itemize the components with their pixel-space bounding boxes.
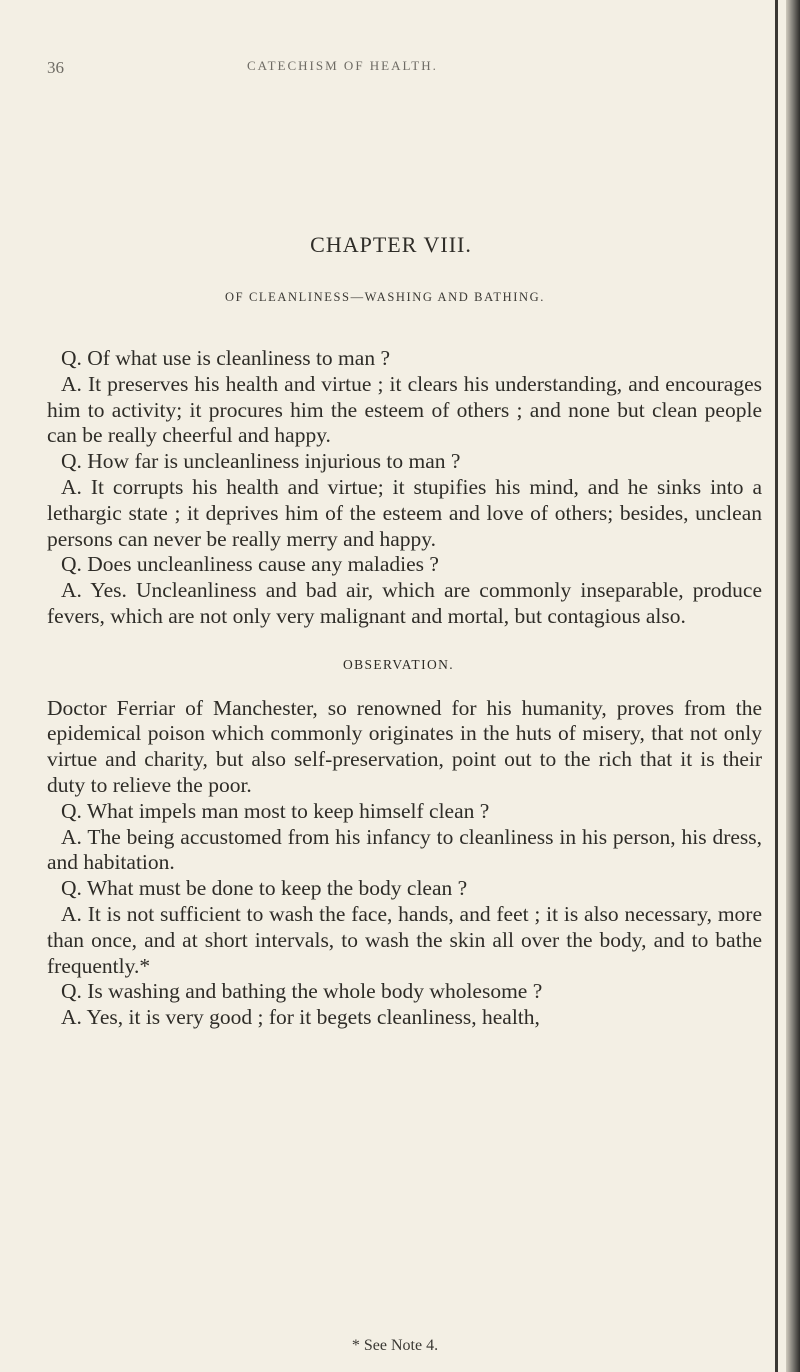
question-paragraph: Q. How far is uncleanliness injurious to man ? bbox=[61, 449, 461, 474]
chapter-heading: CHAPTER VIII. bbox=[310, 232, 472, 257]
page-edge-shadow bbox=[786, 0, 800, 1372]
answer-paragraph: A. It corrupts his health and virtue; it stupifies his mind, and he sinks into a lethargic state ; it deprives him of the esteem and love of others; besides, unclean persons can never be really merry and happy. bbox=[47, 474, 762, 551]
question-paragraph: Q. Of what use is cleanliness to man ? bbox=[61, 346, 390, 370]
observation-heading: OBSERVATION. bbox=[342, 656, 455, 672]
answer-paragraph: A. It preserves his health and virtue ; it clears his understanding, and encourages him to activity; it procures him the esteem of others ; and none but clean people can be really cheerful and happy. bbox=[47, 371, 762, 448]
page-binding-line bbox=[775, 0, 778, 1372]
answer-paragraph: A. Yes. Uncleanliness and bad air, which are commonly inseparable, produce fevers, which are not only very malignant and mortal, but contagious also. bbox=[47, 578, 762, 628]
answer-paragraph: A. Yes, it is very good ; for it begets cleanliness, health, bbox=[61, 1005, 540, 1030]
footnote: * See Note 4. bbox=[351, 1337, 439, 1354]
answer-paragraph: A. It is not sufficient to wash the face, hands, and feet ; it is also necessary, more than once, and at short intervals, to wash the skin all over the body, and to bathe frequently.* bbox=[47, 901, 762, 978]
running-title: CATECHISM OF HEALTH. bbox=[247, 58, 438, 73]
answer-paragraph: A. The being accustomed from his infancy to cleanliness in his person, his dress, and habitation. bbox=[47, 824, 762, 875]
running-head bbox=[47, 58, 747, 78]
question-paragraph: Q. What must be done to keep the body clean ? bbox=[61, 876, 468, 901]
page-number: 36 bbox=[47, 58, 64, 77]
question-paragraph: Q. Does uncleanliness cause any maladies ? bbox=[61, 552, 439, 577]
body-text bbox=[47, 346, 762, 1031]
question-paragraph: Q. What impels man most to keep himself clean ? bbox=[61, 798, 490, 823]
chapter-subtitle: OF CLEANLINESS—WASHING AND BATHING. bbox=[225, 290, 545, 304]
observation-paragraph: Doctor Ferriar of Manchester, so renowned for his humanity, proves from the epidemical poison which commonly originates in the huts of misery, that not only virtue and charity, but also self-preservation, point out to the rich that it is their duty to relieve the poor. bbox=[47, 695, 762, 797]
question-paragraph: Q. Is washing and bathing the whole body wholesome ? bbox=[61, 979, 543, 1004]
